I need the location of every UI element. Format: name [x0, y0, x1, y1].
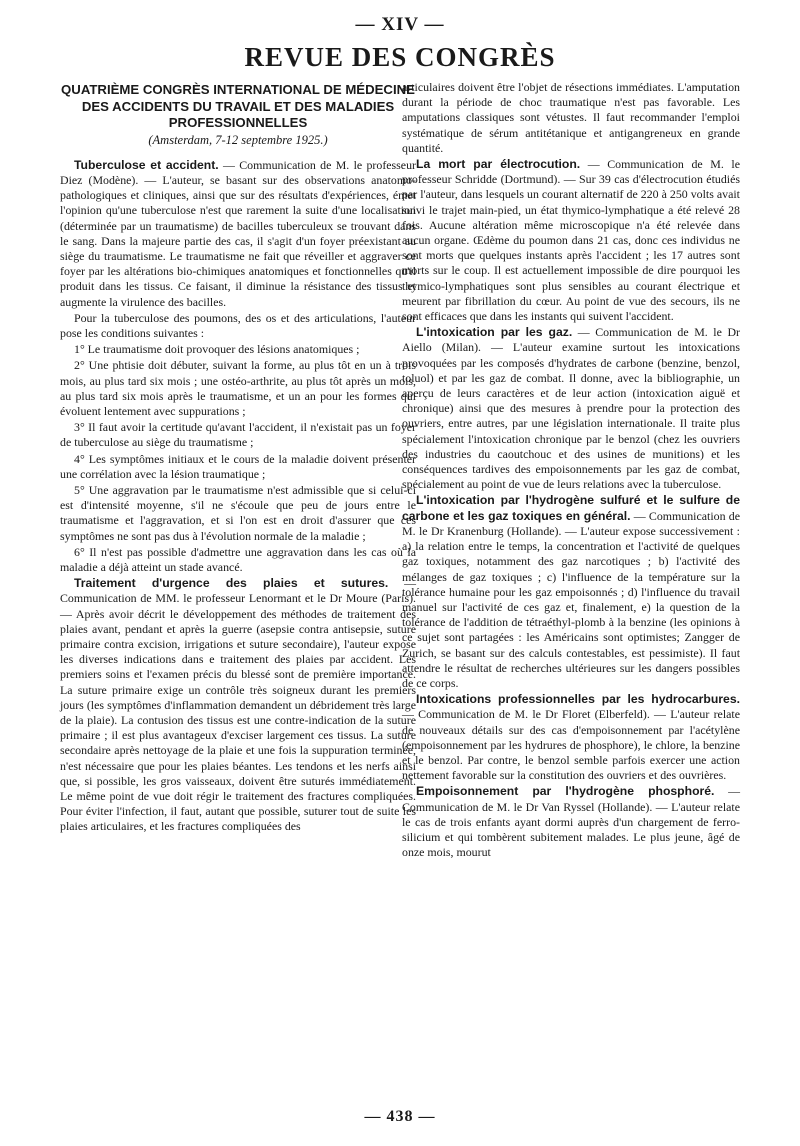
list-item: 5° Une aggravation par le traumatisme n'est admissible que si celui-ci est d'intensité moyenne, s'il ne s'écoule que peu de jours entre le traumatisme et l'aggravation, et si l'on est en droit d'assurer que ces symptômes ne sont pas dus à l'évolution normale de la maladie ; [60, 482, 416, 543]
page-header: — XIV — [355, 14, 445, 35]
article-title: L'intoxication par l'hydrogène sulfuré et le sulfure de carbone et les gaz toxiques en général. [402, 493, 740, 523]
article-body: — Communication de M. le Dr Van Ryssel (Hollande). — L'auteur relate le cas de trois enfants ayant dormi auprès d'un chargement de ferro-silicium et qui tombèrent subitement malades. Le plus jeune, âgé de onze mois, mourut [402, 784, 740, 860]
article-hydrogene [402, 493, 740, 691]
article-title: Intoxications professionnelles par les hydrocarbures. [416, 692, 740, 707]
congress-title: QUATRIÈME CONGRÈS INTERNATIONAL DE MÉDECINE DES ACCIDENTS DU TRAVAIL ET DES MALADIES PROFESSIONNELLES [61, 82, 415, 130]
article-title: La mort par électrocution. [416, 157, 581, 172]
section-title: REVUE DES CONGRÈS [244, 42, 556, 72]
article-phosphore [402, 784, 740, 860]
list-item: 2° Une phtisie doit débuter, suivant la forme, au plus tôt en un à trois mois, au plus tard six mois ; une ostéo-arthrite, au plus tôt après un mois, au plus tard six mois après le traumatisme, et un an pour les formes qui évoluent lentement avec suppurations ; [60, 358, 416, 418]
paragraph: Pour la tuberculose des poumons, des os et des articulations, l'auteur pose les conditions suivantes : [60, 310, 416, 340]
article-hydrocarbures [402, 692, 740, 783]
list-item: 1° Le traumatisme doit provoquer des lésions anatomiques ; [74, 342, 360, 357]
right-column [402, 80, 740, 861]
article-tuberculose [60, 158, 416, 310]
article-electrocution [402, 157, 740, 324]
list-item: 3° Il faut avoir la certitude qu'avant l'accident, il n'existait pas un foyer de tuberculose au siège du traumatisme ; [60, 420, 416, 450]
congress-place: (Amsterdam, 7-12 septembre 1925.) [148, 132, 328, 147]
article-body: — Communication de M. le Dr Kranenburg (Hollande). — L'auteur expose successivement : a) la relation entre le temps, la concentration et l'activité de quelques gaz toxiques, notamment des gaz narcotiques ; b) l'activité des mélanges de gaz toxiques ; c) l'influence de la température sur la tolérance humaine pour les gaz empoisonnés ; d) l'influence du travail manuel sur l'activité de ces gaz et, finalement, e) la question de la tolérance de l'addition de tétraéthyl-plomb à la benzine (les opinions à ce sujet sont partagées : les Américains sont optimistes; Zangger de Zurich, se basant sur des calculs contestables, est pessimiste). Il faut attendre le résultat de recherches ultérieures sur les dangers possibles de ce corps. [402, 508, 740, 690]
article-gaz [402, 325, 740, 492]
article-body: — Communication de M. le Dr Floret (Elberfeld). — L'auteur relate de nouveaux détails sur des cas d'empoisonnement par l'acétylène (empoisonnement par les hydrures de phosphore), le chlore, la benzine et le benzol. Par contre, le benzol semble parfois exercer une action nettement favorable sur la constitution des ouvriers et des ouvrières. [402, 707, 740, 783]
article-title: L'intoxication par les gaz. [416, 325, 573, 340]
paragraph: articulaires doivent être l'objet de résections immédiates. L'amputation durant la période de choc traumatique n'est pas favorable. Les amputations classiques sont vétustes. Il faut recommander l'emploi systématique de sérum antitétanique et antigangreneux en grande quantité. [402, 80, 740, 155]
article-title: Empoisonnement par l'hydrogène phosphoré. [416, 784, 715, 799]
article-body: — Communication de MM. le professeur Lenormant et le Dr Moure (Paris). — Après avoir décrit le développement des méthodes de traitement des plaies avant, pendant et après la guerre (asepsie contra antisepsie, suture primaire contra excision, irrigations et suture secondaire), l'auteur expose les diverses indications dans e traitement des plaies par accident. Les premiers soins et l'examen précis du blessé sont de première importance. La suture primaire exige un contrôle très soigneux durant les premiers jours (les symptômes d'inflammation demandent un débridement très large de la plaie). La contusion des tissus est une contre-indication de la suture primaire ; il est plus avantageux d'exciser largement ces tissus. La suture secondaire après nettoyage de la plaie et une fois la suppuration terminée, n'est nécessaire que pour les plaies béantes. Les tendons et les nerfs ainsi que, si possible, les gros vaisseaux, doivent être suturés immédiatement. Le même point de vue doit régir le traitement des fractures compliquées. Pour éviter l'infection, il faut, autant que possible, suturer tout de suite les plaies articulaires, et les fractures compliquées des [60, 576, 416, 834]
article-title: Traitement d'urgence des plaies et sutures. [74, 576, 389, 591]
left-column [60, 80, 416, 836]
article-body: — Communication de M. le Dr Aiello (Milan). — L'auteur examine surtout les intoxications provoquées par les composés d'hydrates de carbone (benzine, benzol, toluol) et par les gaz de combat. Il donne, avec la bibliographie, un aperçu de leurs caractères et de leur action (intoxication aiguë et chronique) ainsi que des mesures à prendre pour la protection des ouvriers, entre autres, par une législation internationale. Il traite plus spécialement l'intoxication chronique par le benzol (chez les ouvriers des industries du caoutchouc et des usines de munitions) et les conséquences tardives des empoisonnements par les gaz de combat, spécialement au point de vue de leurs relations avec la tuberculose. [402, 325, 740, 492]
list-item: 4° Les symptômes initiaux et le cours de la maladie doivent présenter une corrélation avec la lésion traumatique ; [60, 451, 416, 481]
list-item: 6° Il n'est pas possible d'admettre une aggravation dans les cas où la maladie a déjà atteint un stade avancé. [60, 544, 416, 574]
article-body: — Communication de M. le professeur Schridde (Dortmund). — Sur 39 cas d'électrocution étudiés par l'auteur, dans lesquels un courant alternatif de 220 à 250 volts avait suivi le trajet main-pied, un état thymico-lymphatique a été relevé 28 fois. Aucune altération même microscopique n'a été relevée dans aucun organe. Œdème du poumon dans 21 cas, donc ces individus ne sont morts que quelques instants après l'accident ; les 17 autres sont morts sur le coup. Il est actuellement impossible de dire pourquoi les thymico-lymphatiques sont plus sensibles au courant électrique et meurent par fibrillation du cœur. Au point de vue des secours, ils ne sont efficaces que dans les instants qui suivent l'accident. [402, 157, 740, 324]
page-number: — 438 — [364, 1108, 436, 1125]
article-plaies [60, 576, 416, 834]
article-title: Tuberculose et accident. [74, 157, 219, 172]
article-body: — Communication de M. le professeur Diez (Modène). — L'auteur, se basant sur des observations anatomo-pathologiques et cliniques, ainsi que sur des résultats d'expériences, émet l'opinion qu'une tuberculose n'est que rarement la suite d'une localisation (déterminée par un traumatisme) de bacilles tuberculeux se trouvant dans le sang. Dans la majeure partie des cas, il s'agit d'un foyer préexistant au siège du traumatisme. Le traumatisme ne fait que réveiller et aggraver ce foyer par les altérations bio-chimiques anatomiques et fonctionnelles qu'il produit dans les tissus. Ce faisant, il diminue la résistance des tissus et augmente la virulence des bacilles. [60, 157, 416, 309]
